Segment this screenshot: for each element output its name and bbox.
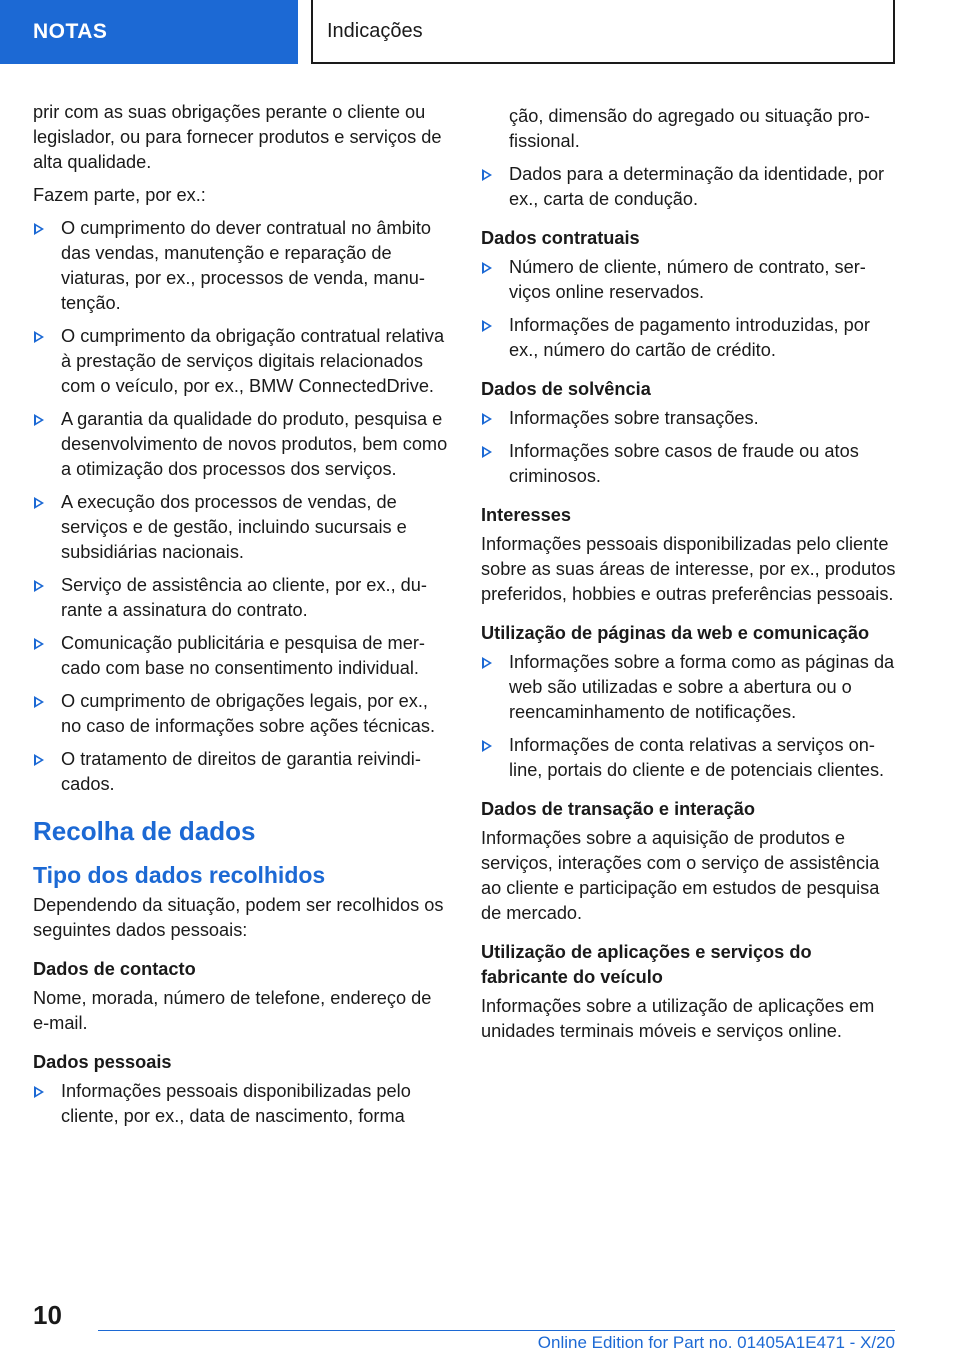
- intro-paragraph: prir com as suas obrigações perante o cliente ou legislador, ou para fornecer produtos e serviços de alta qualidade.: [33, 102, 442, 172]
- triangle-bullet-icon: [482, 262, 492, 274]
- footer-edition: Online Edition for Part no. 01405A1E471 - X/20: [537, 1333, 895, 1352]
- list-item-text: Número de cliente, número de contrato, serviços online reservados.: [509, 257, 866, 302]
- triangle-bullet-icon: [482, 169, 492, 181]
- list-item-text: A garantia da qualidade do produto, pesquisa e desenvolvimento de novos produtos, bem como a otimização dos processos dos serviços.: [61, 409, 448, 479]
- transaction-text: Informações sobre a aquisição de produtos e serviços, interações com o serviço de assistência ao cliente e participação em estudos de pesquisa de mercado.: [481, 828, 880, 923]
- list-item-text: O tratamento de direitos de garantia reivindicados.: [61, 749, 421, 794]
- list-item-text: Informações de pagamento introduzidas, por ex., número do cartão de crédito.: [509, 315, 870, 360]
- triangle-bullet-icon: [482, 320, 492, 332]
- list-item: [33, 324, 449, 399]
- triangle-bullet-icon: [34, 497, 44, 509]
- interests-text: Informações pessoais disponibilizadas pelo cliente sobre as suas áreas de interesse, por ex., produtos preferidos, hobbies e outras preferências pessoais.: [481, 534, 896, 604]
- triangle-bullet-icon: [482, 413, 492, 425]
- triangle-bullet-icon: [34, 414, 44, 426]
- triangle-bullet-icon: [34, 754, 44, 766]
- web-usage-heading: Utilização de páginas da web e comunicação: [481, 623, 870, 643]
- contact-data-heading: Dados de contacto: [33, 959, 196, 979]
- triangle-bullet-icon: [34, 331, 44, 343]
- list-item: [33, 1079, 449, 1129]
- list-item-text: Informações sobre transações.: [509, 408, 759, 428]
- subsection-heading: Tipo dos dados recolhidos: [33, 862, 326, 888]
- list-item: [33, 490, 449, 565]
- list-item: [33, 689, 449, 739]
- list-item-text: Informações de conta relativas a serviços online, portais do cliente e de potenciais clientes.: [509, 735, 885, 780]
- right-column: [481, 104, 897, 1052]
- triangle-bullet-icon: [34, 223, 44, 235]
- list-item-text: A execução dos processos de vendas, de serviços e de gestão, incluindo sucursais e subsidiárias nacionais.: [61, 492, 407, 562]
- list-item-text: Informações sobre a forma como as páginas da web são utilizadas e sobre a abertura ou o reencaminhamento de notificações.: [509, 652, 895, 722]
- list-item: [481, 650, 897, 725]
- list-item-text: Informações pessoais disponibilizadas pelo cliente, por ex., data de nascimento, forma: [61, 1081, 411, 1126]
- triangle-bullet-icon: [34, 696, 44, 708]
- interests-heading: Interesses: [481, 505, 571, 525]
- list-item: [33, 216, 449, 316]
- apps-text: Informações sobre a utilização de aplicações em unidades terminais móveis e serviços online.: [481, 996, 875, 1041]
- triangle-bullet-icon: [34, 1086, 44, 1098]
- bullet-continuation: ção, dimensão do agregado ou situação profissional.: [509, 106, 870, 151]
- personal-data-heading: Dados pessoais: [33, 1052, 172, 1072]
- list-item-text: O cumprimento de obrigações legais, por ex., no caso de informações sobre ações técnicas.: [61, 691, 436, 736]
- list-item: [481, 162, 897, 212]
- page-number: 10: [33, 1300, 62, 1330]
- triangle-bullet-icon: [482, 740, 492, 752]
- list-item: [481, 439, 897, 489]
- list-item: [481, 406, 897, 431]
- list-item-text: Serviço de assistência ao cliente, por ex., durante a assinatura do contrato.: [61, 575, 427, 620]
- list-item-text: Dados para a determinação da identidade, por ex., carta de condução.: [509, 164, 885, 209]
- subsection-intro: Dependendo da situação, podem ser recolhidos os seguintes dados pessoais:: [33, 895, 444, 940]
- apps-heading: Utilização de aplicações e serviços do fabricante do veículo: [481, 942, 812, 987]
- list-item: [481, 733, 897, 783]
- triangle-bullet-icon: [482, 446, 492, 458]
- section-heading: Recolha de dados: [33, 816, 256, 846]
- solvency-data-heading: Dados de solvência: [481, 379, 651, 399]
- list-item: [481, 313, 897, 363]
- list-item: [33, 407, 449, 482]
- list-item-text: O cumprimento do dever contratual no âmbito das vendas, manutenção e reparação de viaturas, por ex., processos de venda, manutenção.: [61, 218, 432, 313]
- list-item-text: Comunicação publicitária e pesquisa de mercado com base no consentimento individual.: [61, 633, 425, 678]
- lead-paragraph: Fazem parte, por ex.:: [33, 185, 206, 205]
- list-item-text: O cumprimento da obrigação contratual relativa à prestação de serviços digitais relacionados com o veículo, por ex., BMW ConnectedDrive.: [61, 326, 445, 396]
- chapter-title: Indicações: [311, 0, 895, 64]
- triangle-bullet-icon: [482, 657, 492, 669]
- contact-data-text: Nome, morada, número de telefone, endereço de e-mail.: [33, 988, 432, 1033]
- contract-data-heading: Dados contratuais: [481, 228, 640, 248]
- list-item: [33, 573, 449, 623]
- list-item: [33, 631, 449, 681]
- list-item-text: Informações sobre casos de fraude ou atos criminosos.: [509, 441, 859, 486]
- list-item: [481, 255, 897, 305]
- footer-divider: [98, 1330, 895, 1331]
- triangle-bullet-icon: [34, 638, 44, 650]
- section-tab: NOTAS: [0, 0, 298, 64]
- transaction-heading: Dados de transação e interação: [481, 799, 755, 819]
- left-column: [33, 100, 449, 1137]
- list-item: [33, 747, 449, 797]
- triangle-bullet-icon: [34, 580, 44, 592]
